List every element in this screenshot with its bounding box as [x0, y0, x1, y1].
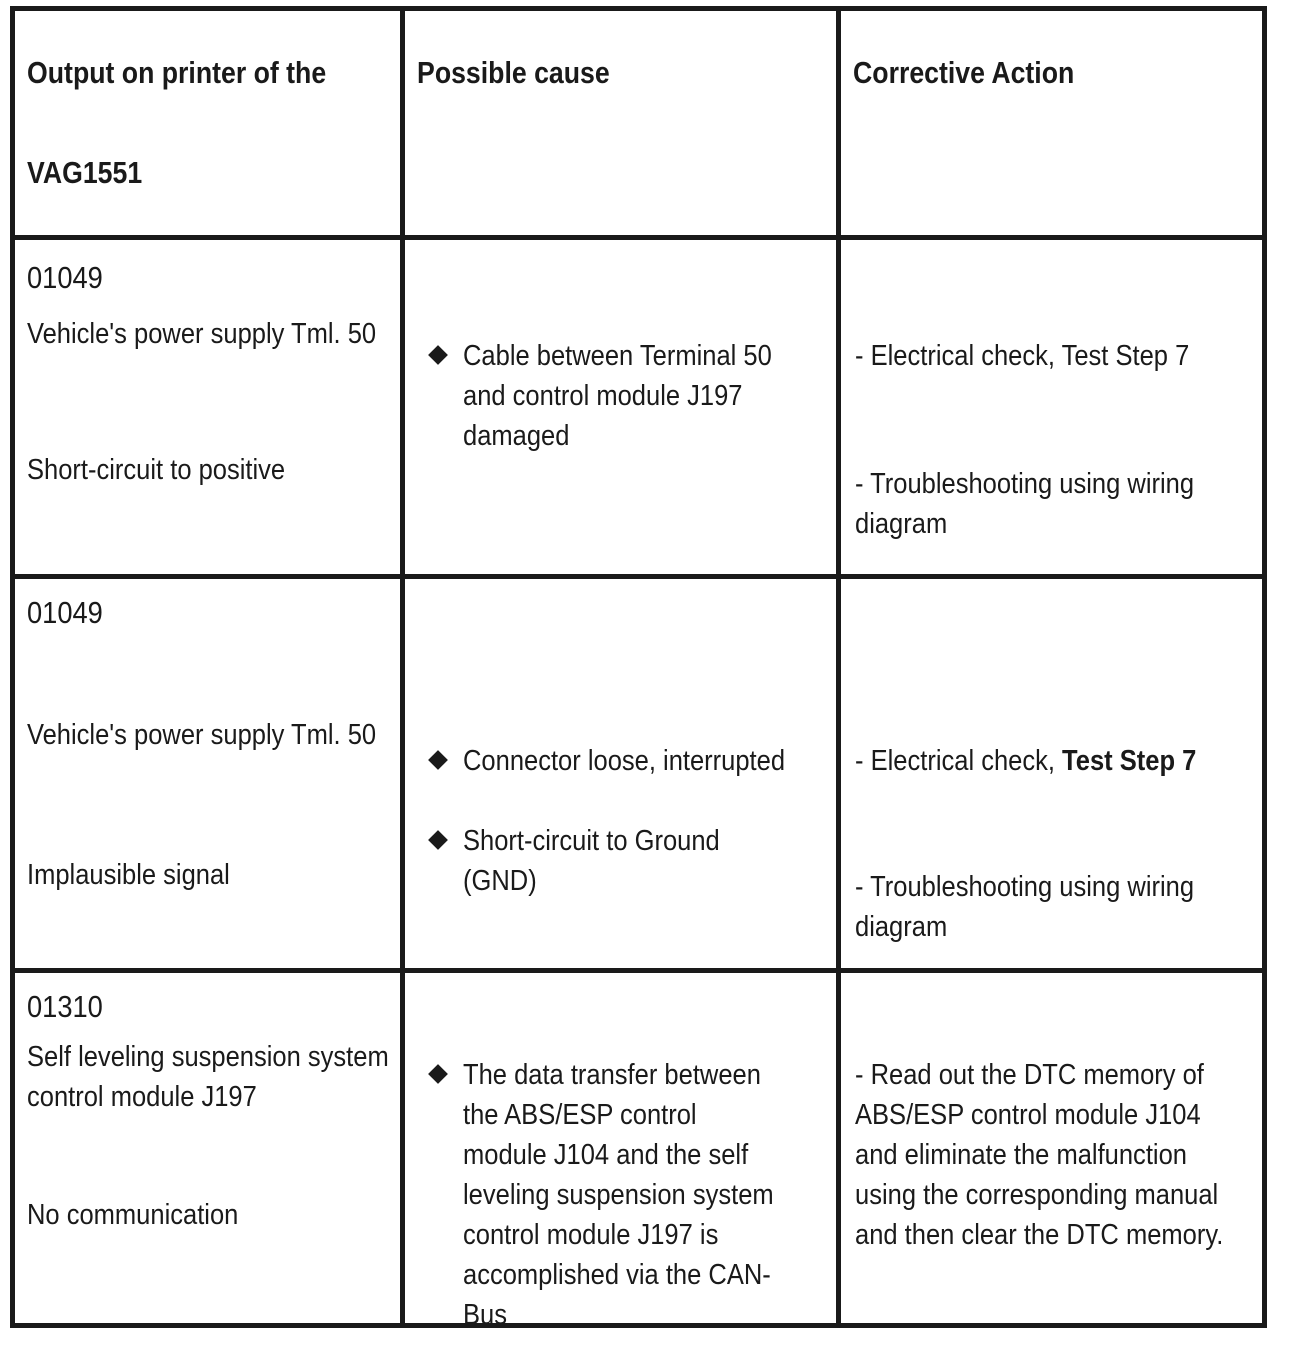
action-text: - Read out the DTC memory of ABS/ESP control module J104 and eliminate the malfunction using the corresponding manual and then clear the DTC memory. — [855, 1059, 1224, 1252]
header-cause — [403, 9, 839, 238]
cause-item — [425, 336, 825, 456]
cause-cell — [403, 577, 839, 971]
dtc-description: Vehicle's power supply Tml. 50 — [27, 719, 377, 751]
output-cell — [13, 238, 403, 577]
header-output-line2: VAG1551 — [27, 155, 143, 190]
table-row — [13, 971, 1265, 1326]
diamond-bullet-icon — [428, 750, 448, 770]
table-row — [13, 238, 1265, 577]
diamond-bullet-icon — [428, 830, 448, 850]
cause-item — [425, 741, 825, 781]
output-cell — [13, 971, 403, 1326]
output-cell — [13, 577, 403, 971]
dtc-code: 01049 — [27, 260, 103, 296]
header-output — [13, 9, 403, 238]
cause-text: The data transfer between the ABS/ESP control module J104 and the self leveling suspension system control module J197 is accomplished via the CAN-Bus — [463, 1059, 774, 1332]
header-output-line1: Output on printer of the — [27, 55, 327, 90]
action-prefix: - Electrical check, — [855, 745, 1063, 777]
cause-text: Short-circuit to Ground (GND) — [463, 825, 720, 897]
action-text — [855, 741, 1211, 781]
header-action-label: Corrective Action — [853, 55, 1075, 90]
action-text: - Troubleshooting using wiring diagram — [855, 468, 1195, 541]
cause-item — [425, 821, 825, 901]
action-cell — [839, 238, 1265, 577]
dtc-fault: No communication — [27, 1199, 239, 1232]
dtc-fault: Implausible signal — [27, 859, 230, 891]
diamond-bullet-icon — [428, 1064, 448, 1084]
dtc-code: 01049 — [27, 595, 103, 630]
dtc-fault: Short-circuit to positive — [27, 454, 286, 487]
cause-cell — [403, 971, 839, 1332]
cause-text: Cable between Terminal 50 and control module J197 damaged — [463, 340, 772, 453]
table-row — [13, 577, 1265, 971]
header-cause-label: Possible cause — [417, 55, 610, 90]
header-row — [13, 9, 1265, 238]
header-action — [839, 9, 1265, 238]
cause-item — [425, 1055, 825, 1335]
action-cell — [839, 971, 1265, 1326]
diamond-bullet-icon — [428, 345, 448, 365]
dtc-description: Vehicle's power supply Tml. 50 — [27, 318, 377, 351]
action-text: - Electrical check, Test Step 7 — [855, 340, 1190, 373]
action-text: - Troubleshooting using wiring diagram — [855, 871, 1195, 943]
dtc-table — [10, 6, 1267, 1332]
action-bold-step: Test Step 7 — [1062, 745, 1197, 777]
dtc-description: Self leveling suspension system control module J197 — [27, 1041, 389, 1114]
cause-cell — [403, 238, 839, 577]
dtc-code: 01310 — [27, 989, 103, 1025]
cause-text: Connector loose, interrupted — [463, 745, 786, 777]
action-cell — [839, 577, 1265, 971]
